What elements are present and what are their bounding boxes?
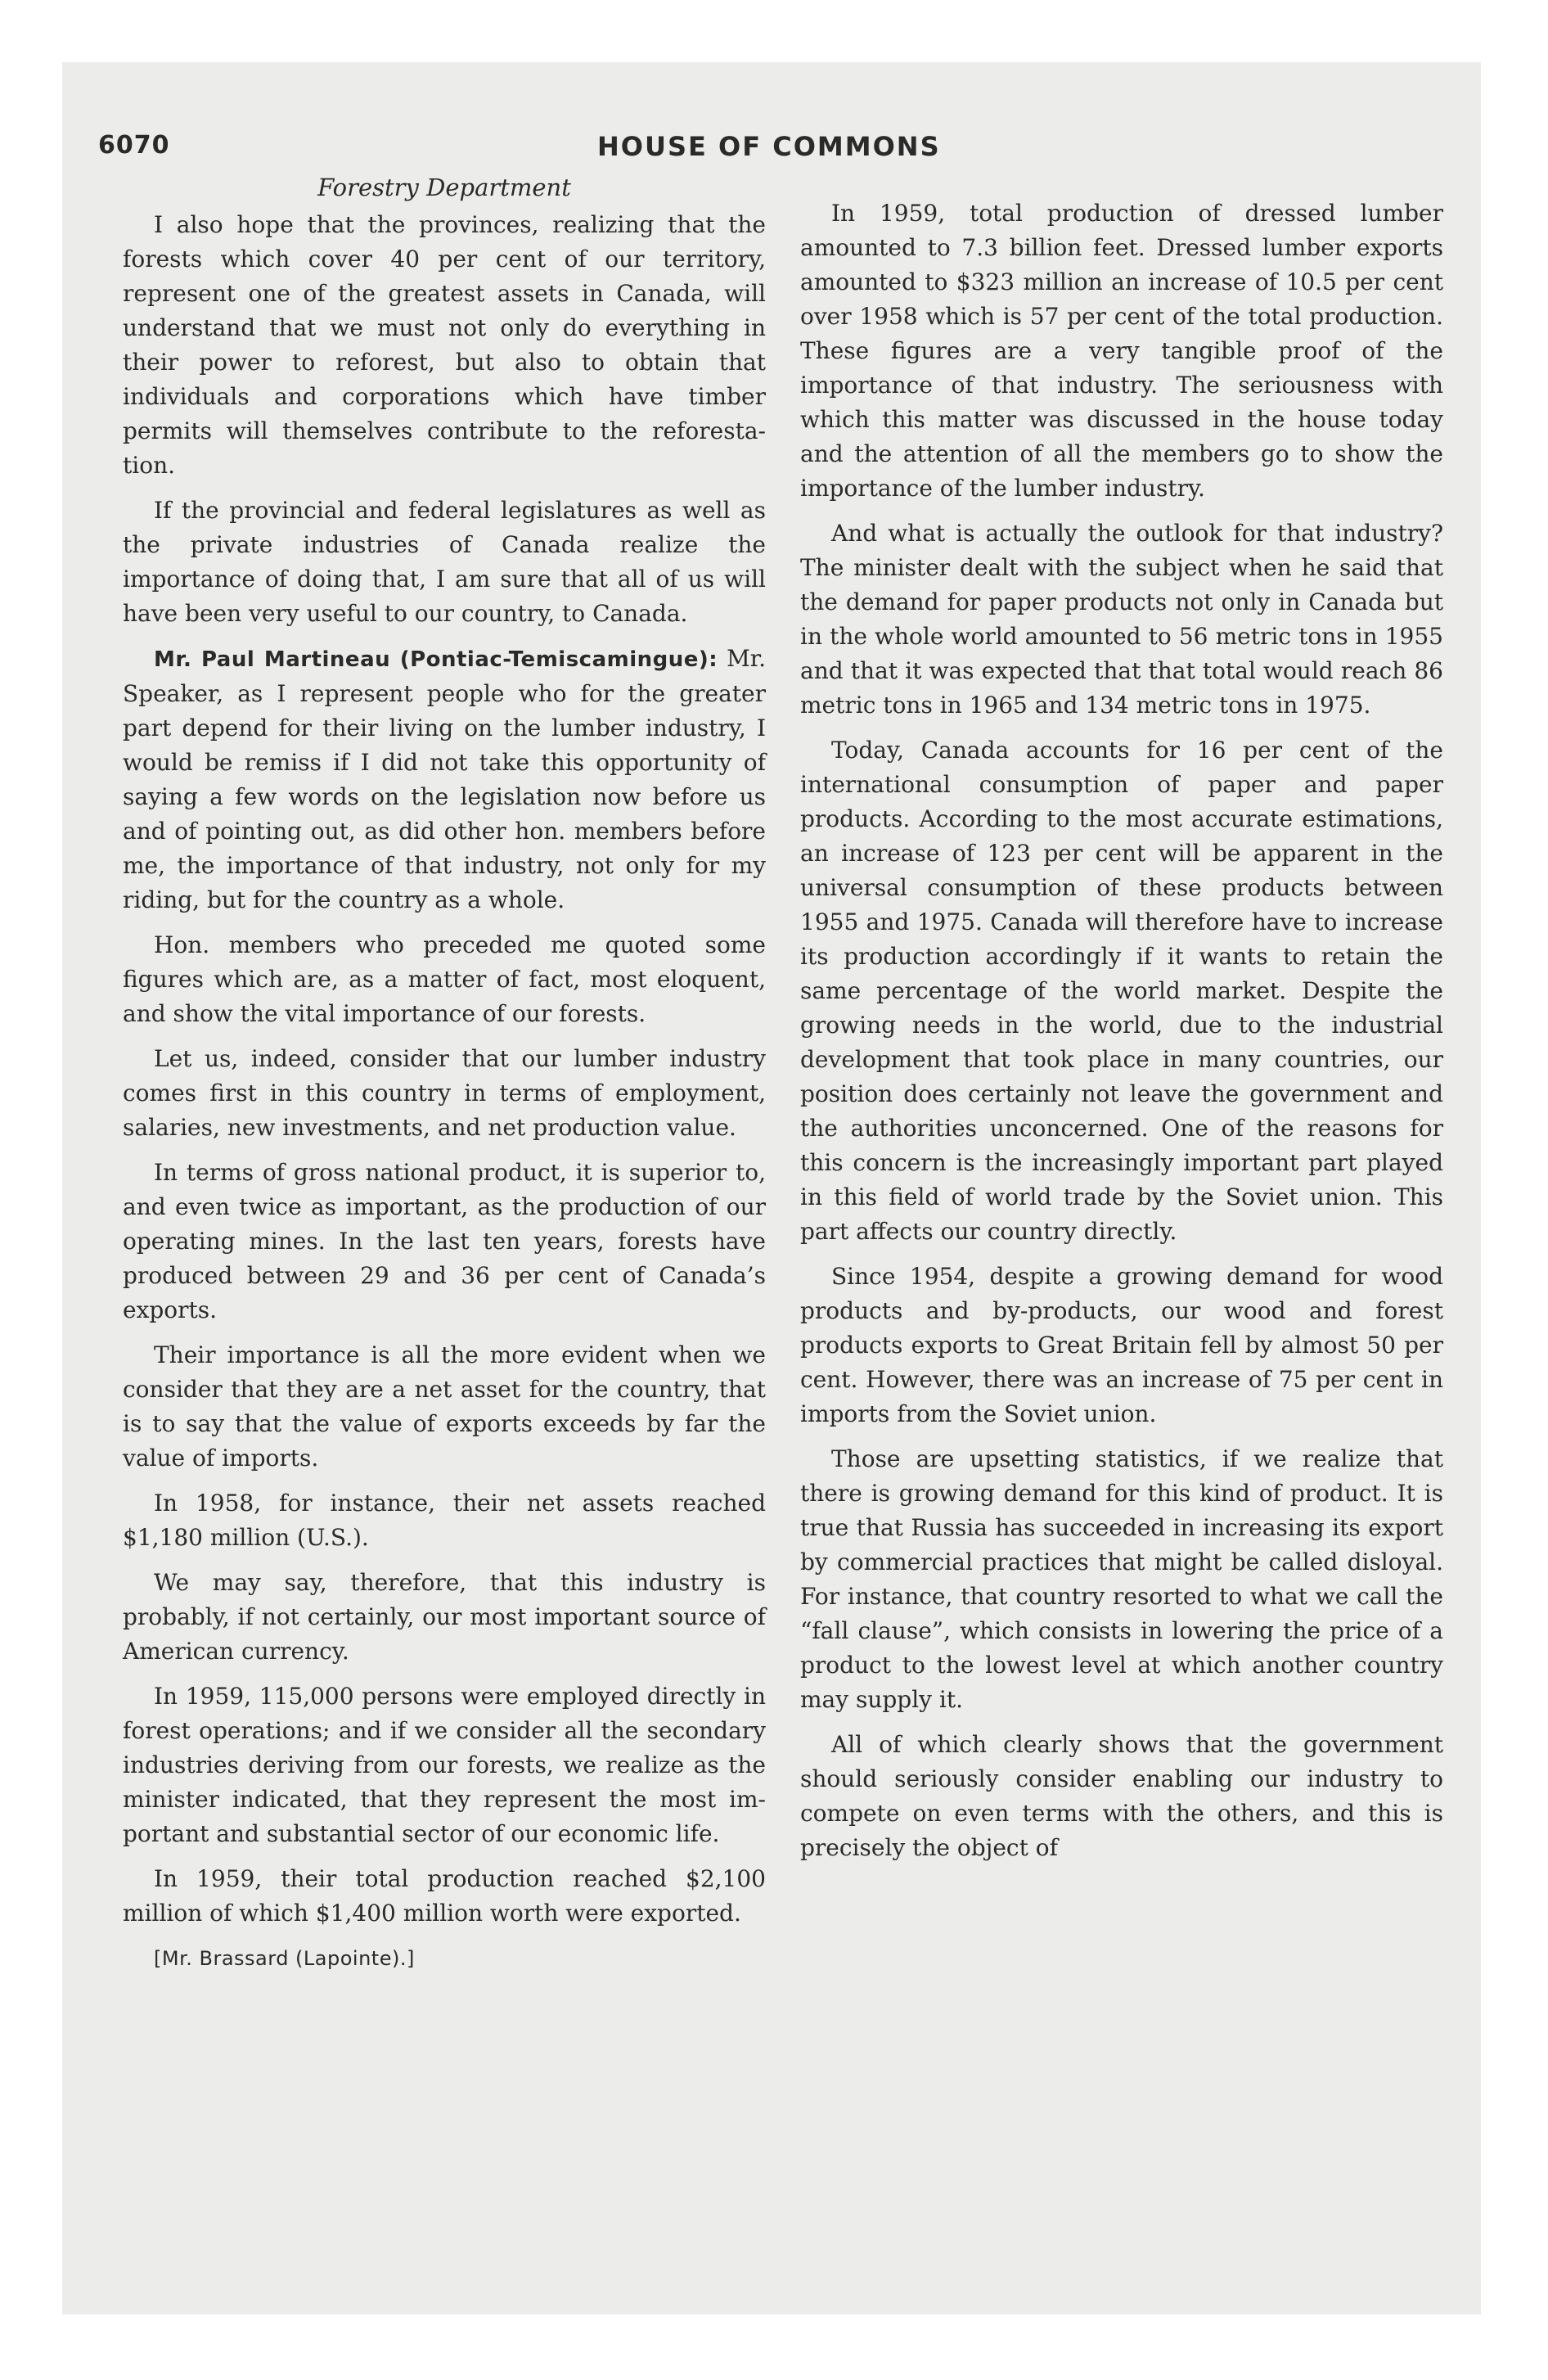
speaker-paragraph bbox=[123, 642, 766, 917]
right-column bbox=[800, 196, 1443, 1876]
page-title: HOUSE OF COMMONS bbox=[597, 131, 941, 162]
paragraph: In 1958, for instance, their net assets reached $1,180 million (U.S.). bbox=[123, 1490, 766, 1551]
page-footer: [Mr. Brassard (Lapointe).] bbox=[154, 1947, 415, 1970]
paragraph: Let us, indeed, consider that our lumber industry comes first in this country in terms of employment, salaries, new investments, and net production value. bbox=[123, 1045, 766, 1141]
paragraph: In 1959, their total production reached $2,100 million of which $1,400 million worth were exported. bbox=[123, 1865, 766, 1927]
section-subheading: Forestry Department bbox=[317, 174, 571, 201]
paragraph: Since 1954, despite a growing demand for wood products and by-products, our wood and forest products exports to Great Britain fell by almost 50 per cent. However, there was an increase of 75 per cent in imports from the Soviet union. bbox=[800, 1263, 1443, 1427]
paragraph: In 1959, 115,000 persons were employed directly in forest operations; and if we consider all the secondary industries deriving from our forests, we realize as the minister indicated, that they represent the most important and substantial sector of our economic life. bbox=[123, 1683, 766, 1847]
paragraph: In terms of gross national product, it is superior to, and even twice as important, as the production of our operating mines. In the last ten years, forests have produced between 29 and 36 per cent of Canada’s exports. bbox=[123, 1159, 766, 1323]
paragraph: Today, Canada accounts for 16 per cent of the international consumption of paper and paper products. According to the most accurate estimations, an increase of 123 per cent will be apparent in the universal consumption of these products between 1955 and 1975. Canada will therefore have to increase its production accordingly if it wants to retain the same percentage of the world market. Despite the growing needs in the world, due to the industrial development that took place in many countries, our position does certainly not leave the government and the authorities unconcerned. One of the reasons for this concern is the increasingly important part played in this field of world trade by the Soviet union. This part affects our country directly. bbox=[800, 737, 1443, 1245]
paragraph: Their importance is all the more evident when we consider that they are a net asset for the country, that is to say that the value of exports exceeds by far the value of imports. bbox=[123, 1341, 766, 1472]
paragraph: If the provincial and federal legislatures as well as the private industries of Canada realize the importance of doing that, I am sure that all of us will have been very useful to our country, to Canada. bbox=[123, 497, 766, 627]
page-number: 6070 bbox=[98, 131, 170, 160]
paragraph: We may say, therefore, that this industry is probably, if not certainly, our most important source of American currency. bbox=[123, 1569, 766, 1665]
paragraph: Those are upsetting statistics, if we realize that there is growing demand for this kind of product. It is true that Russia has succeeded in increasing its export by commercial practices that might be called disloyal. For instance, that country resorted to what we call the “fall clause”, which consists in lowering the price of a product to the lowest level at which another country may supply it. bbox=[800, 1445, 1443, 1713]
paragraph: Hon. members who preceded me quoted some figures which are, as a matter of fact, most eloquent, and show the vital importance of our forests. bbox=[123, 931, 766, 1027]
paragraph: I also hope that the provinces, realizing that the forests which cover 40 per cent of our territory, represent one of the greatest assets in Canada, will understand that we must not only do everything in their power to reforest, but also to obtain that individuals and corporations which have timber permits will themselves contribute to the reforestation. bbox=[123, 211, 766, 479]
speaker-name: Mr. Paul Martineau (Pontiac-Temiscamingue): bbox=[154, 647, 718, 672]
speaker-text: Mr. Speaker, as I represent people who for the greater part depend for their living on the lumber industry, I would be remiss if I did not take this opportunity of saying a few words on the legislation now before us and of pointing out, as did other hon. members before me, the importance of that industry, not only for my riding, but for the country as a whole. bbox=[123, 645, 767, 913]
paragraph: In 1959, total production of dressed lumber amounted to 7.3 billion feet. Dressed lumber exports amounted to $323 million an increase of 10.5 per cent over 1958 which is 57 per cent of the total production. These figures are a very tangible proof of the importance of that industry. The seriousness with which this matter was discussed in the house today and the attention of all the members go to show the importance of the lumber industry. bbox=[800, 200, 1443, 502]
left-column bbox=[123, 170, 766, 1986]
paragraph: All of which clearly shows that the government should seriously consider enabling our industry to compete on even terms with the others, and this is precisely the object of bbox=[800, 1731, 1443, 1861]
paragraph: And what is actually the outlook for that industry? The minister dealt with the subject when he said that the demand for paper products not only in Canada but in the whole world amounted to 56 metric tons in 1955 and that it was expected that that total would reach 86 metric tons in 1965 and 134 metric tons in 1975. bbox=[800, 520, 1443, 719]
